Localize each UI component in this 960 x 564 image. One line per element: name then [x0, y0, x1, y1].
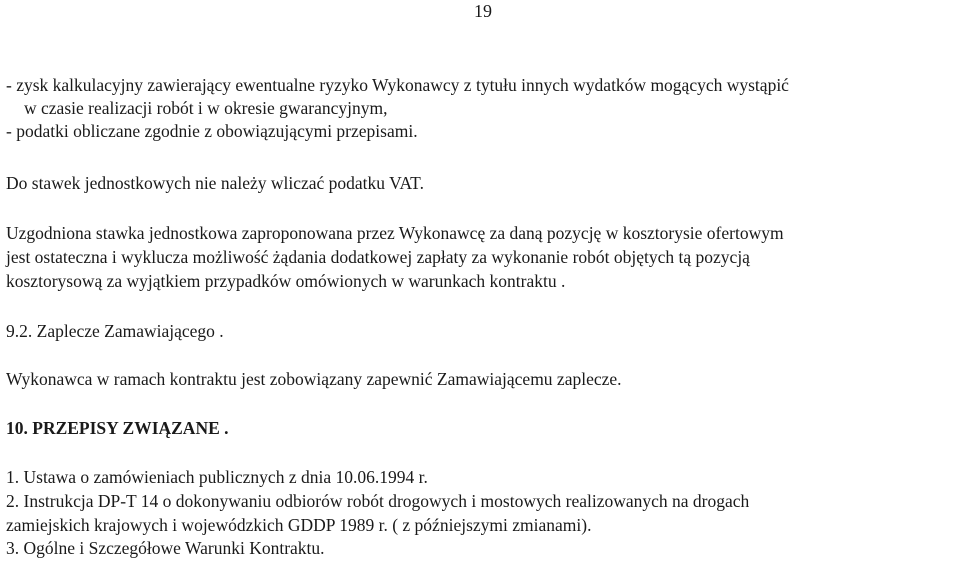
regulation-item-2-line2: zamiejskich krajowych i wojewódzkich GDDP 1989 r. ( z późniejszymi zmianami). [6, 515, 592, 535]
section-9-2-text: Wykonawca w ramach kontraktu jest zobowiązany zapewnić Zamawiającemu zaplecze. [6, 369, 622, 389]
vat-note: Do stawek jednostkowych nie należy wliczać podatku VAT. [6, 173, 424, 193]
page-number: 19 [474, 1, 492, 21]
regulation-item-3: 3. Ogólne i Szczegółowe Warunki Kontraktu. [6, 538, 325, 558]
bullet-podatki: - podatki obliczane zgodnie z obowiązującymi przepisami. [6, 121, 418, 141]
agreed-rate-line2: jest ostateczna i wyklucza możliwość żądania dodatkowej zapłaty za wykonanie robót objętych tą pozycją [6, 247, 750, 267]
regulation-item-1: 1. Ustawa o zamówieniach publicznych z dnia 10.06.1994 r. [6, 467, 428, 487]
bullet-zysk-line1: - zysk kalkulacyjny zawierający ewentualne ryzyko Wykonawcy z tytułu innych wydatków mogących wystąpić [6, 75, 789, 95]
section-9-2-heading: 9.2. Zaplecze Zamawiającego . [6, 321, 224, 341]
bullet-zysk-line2: w czasie realizacji robót i w okresie gwarancyjnym, [24, 98, 388, 118]
agreed-rate-line3: kosztorysową za wyjątkiem przypadków omówionych w warunkach kontraktu . [6, 271, 566, 291]
agreed-rate-line1: Uzgodniona stawka jednostkowa zaproponowana przez Wykonawcę za daną pozycję w kosztorysie ofertowym [6, 223, 784, 243]
regulation-item-2-line1: 2. Instrukcja DP-T 14 o dokonywaniu odbiorów robót drogowych i mostowych realizowanych na drogach [6, 491, 750, 511]
section-10-heading: 10. PRZEPISY ZWIĄZANE . [6, 418, 229, 438]
